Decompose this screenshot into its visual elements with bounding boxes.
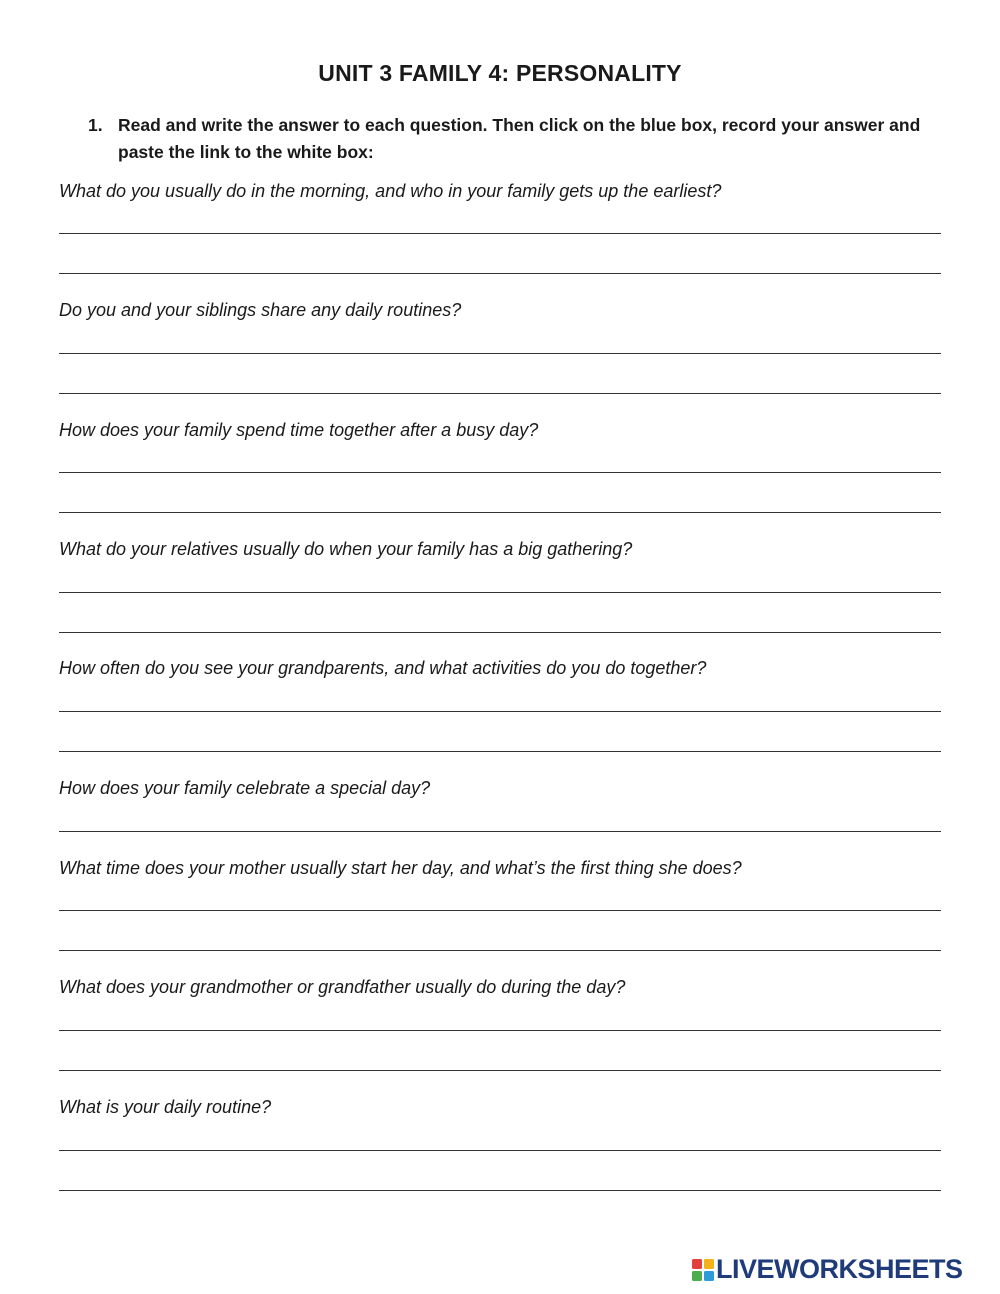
liveworksheets-logo[interactable] xyxy=(692,1255,992,1285)
question-8: What does your grandmother or grandfather usually do during the day? xyxy=(59,977,626,997)
question-3: How does your family spend time together after a busy day? xyxy=(59,420,539,440)
question-7: What time does your mother usually start her day, and what’s the first thing she does? xyxy=(59,858,742,878)
answer-line[interactable] xyxy=(59,1070,941,1071)
instruction-number: 1. xyxy=(88,115,103,135)
answer-line[interactable] xyxy=(59,711,941,712)
question-6: How does your family celebrate a special day? xyxy=(59,778,431,798)
answer-line[interactable] xyxy=(59,950,941,951)
question-2: Do you and your siblings share any daily routines? xyxy=(59,300,462,320)
answer-line[interactable] xyxy=(59,1190,941,1191)
answer-line[interactable] xyxy=(59,472,941,473)
question-4: What do your relatives usually do when your family has a big gathering? xyxy=(59,539,633,559)
answer-line[interactable] xyxy=(59,273,941,274)
answer-line[interactable] xyxy=(59,1150,941,1151)
answer-line[interactable] xyxy=(59,751,941,752)
answer-line[interactable] xyxy=(59,1030,941,1031)
logo-text: LIVEWORKSHEETS xyxy=(716,1254,963,1284)
answer-line[interactable] xyxy=(59,831,941,832)
question-1: What do you usually do in the morning, and who in your family gets up the earliest? xyxy=(59,181,722,201)
question-5: How often do you see your grandparents, and what activities do you do together? xyxy=(59,658,707,678)
answer-line[interactable] xyxy=(59,632,941,633)
answer-line[interactable] xyxy=(59,233,941,234)
answer-line[interactable] xyxy=(59,353,941,354)
question-9: What is your daily routine? xyxy=(59,1097,272,1117)
answer-line[interactable] xyxy=(59,910,941,911)
instruction-text: Read and write the answer to each question. Then click on the blue box, record your answer and paste the link to the white box: xyxy=(118,115,921,162)
answer-line[interactable] xyxy=(59,512,941,513)
liveworksheets-mark-icon xyxy=(692,1259,714,1281)
answer-line[interactable] xyxy=(59,393,941,394)
page-title: UNIT 3 FAMILY 4: PERSONALITY xyxy=(318,60,682,86)
answer-line[interactable] xyxy=(59,592,941,593)
